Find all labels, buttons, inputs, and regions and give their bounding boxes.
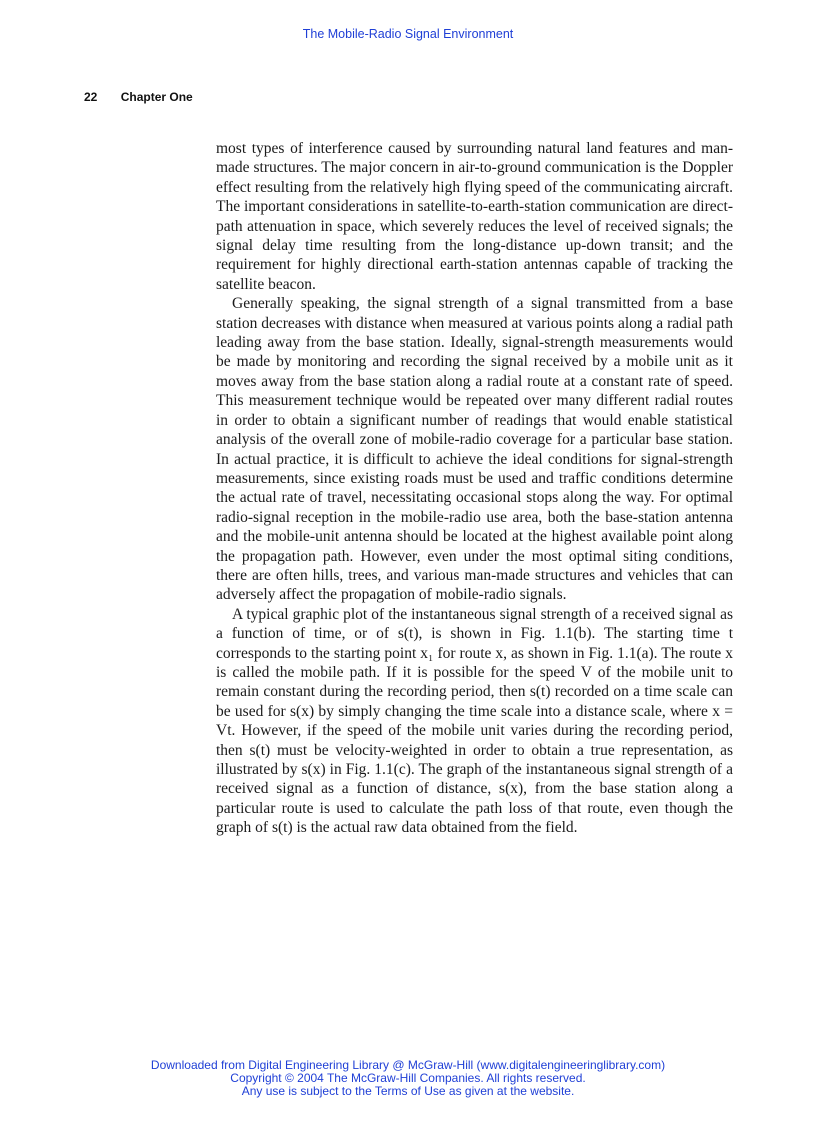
footer-copyright: Copyright © 2004 The McGraw-Hill Companies. All rights reserved. (230, 1071, 586, 1085)
footer (0, 1059, 816, 1098)
chapter-title: Chapter One (120, 90, 193, 104)
page-number: 22 (84, 90, 98, 104)
footer-download-link[interactable]: Downloaded from Digital Engineering Library @ McGraw-Hill (www.digitalengineeringlibrary.com) (150, 1058, 666, 1072)
paragraph: A typical graphic plot of the instantaneous signal strength of a received signal as a function of time, or of s(t), is shown in Fig. 1.1(b). The starting time t corresponds to the starting point x₁ for route x, as shown in Fig. 1.1(a). The route x is called the mobile path. If it is possible for the speed V of the mobile unit to remain constant during the recording period, then s(t) recorded on a time scale can be used for s(x) by simply changing the time scale into a distance scale, where x = Vt. However, if the speed of the mobile unit varies during the recording period, then s(t) must be velocity-weighted in order to obtain a true representation, as illustrated by s(x) in Fig. 1.1(c). The graph of the instantaneous signal strength of a received signal as a function of distance, s(x), from the base station along a particular route is used to calculate the path loss of that route, even though the graph of s(t) is the actual raw data obtained from the field. (216, 605, 733, 837)
body-text (216, 139, 733, 838)
paragraph: Generally speaking, the signal strength of a signal transmitted from a base station decreases with distance when measured at various points along a radial path leading away from the base station. Ideally, signal-strength measurements would be made by monitoring and recording the signal received by a mobile unit as it moves away from the base station along a radial route at a constant rate of speed. This measurement technique would be repeated over many different radial routes in order to obtain a significant number of readings that would enable statistical analysis of the overall zone of mobile-radio coverage for a particular base station. In actual practice, it is difficult to achieve the ideal conditions for signal-strength measurements, since existing roads must be used and traffic conditions determine the actual rate of travel, necessitating occasional stops along the way. For optimal radio-signal reception in the mobile-radio use area, both the base-station antenna and the mobile-unit antenna should be located at the highest available point along the propagation path. However, even under the most optimal siting conditions, there are often hills, trees, and various man-made structures and vehicles that can adversely affect the propagation of mobile-radio signals. (216, 295, 733, 604)
footer-terms-link[interactable]: Any use is subject to the Terms of Use as given at the website. (241, 1084, 575, 1098)
page-header (84, 90, 193, 104)
running-head-link[interactable]: The Mobile-Radio Signal Environment (302, 27, 514, 41)
paragraph: most types of interference caused by surrounding natural land features and man-made structures. The major concern in air-to-ground communication is the Doppler effect resulting from the relatively high flying speed of the communicating aircraft. The important considerations in satellite-to-earth-station communication are direct-path attenuation in space, which severely reduces the level of received signals; the signal delay time resulting from the long-distance up-down transit; and the requirement for highly directional earth-station antennas capable of tracking the satellite beacon. (216, 140, 733, 293)
